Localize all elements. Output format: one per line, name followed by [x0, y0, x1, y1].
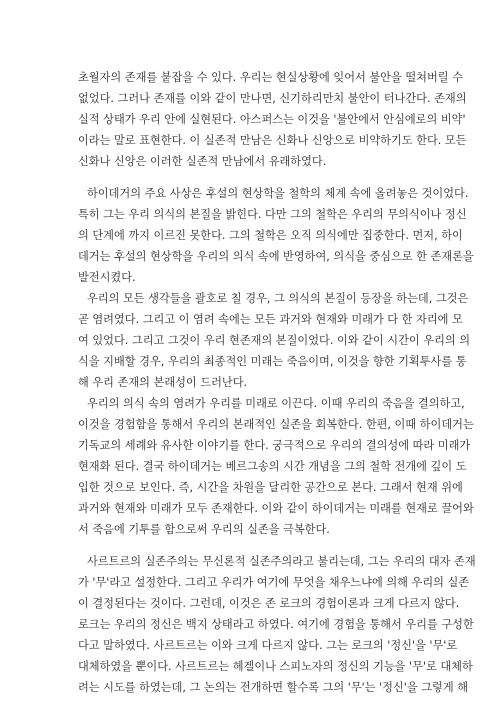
text-line: 입한 것으로 보인다. 즉, 시간을 차원을 달리한 공간으로 본다. 그래서 현재 위에: [78, 481, 463, 494]
text-line: 데거는 후설의 현상학을 우리의 의식 속에 반영하여, 의식을 중심으로 한 존재론을: [78, 250, 474, 263]
text-line: 특히 그는 우리 의식의 본질을 밝힌다. 다만 그의 철학은 우리의 무의식이나 정신: [78, 208, 467, 221]
text-line: 대체하였을 뿐이다. 사르트르는 헤겔이나 스피노자의 정신의 기능을 '무'로 대체하: [78, 660, 473, 673]
text-line: 식을 지배할 경우, 우리의 최종적인 미래는 죽음이며, 이것을 향한 기획투사를 통: [78, 355, 467, 368]
text-line: 다고 말하였다. 사르트르는 이와 크게 다르지 않다. 그는 로크의 '정신'을 '무'로: [78, 639, 458, 652]
text-line: 여 있었다. 그리고 그것이 우리 현존재의 본질이었다. 이와 같이 시간이 우리의 의: [78, 334, 471, 347]
text-line: 이 결정된다는 것이다. 그런데, 이것은 존 로크의 경험이론과 크게 다르지 않다.: [78, 597, 460, 610]
text-line: 과거와 현재와 미래가 모두 존재한다. 이와 같이 하이데거는 미래를 현재로 끌어와: [78, 502, 474, 515]
text-line: 우리의 의식 속의 염려가 우리를 미래로 이끈다. 이때 우리의 죽음을 결의하고,: [87, 397, 465, 410]
text-line: 신화나 신앙은 이러한 실존적 만남에서 유래하였다.: [78, 155, 327, 168]
text-line: 하이데거의 주요 사상은 후설의 현상학을 철학의 체계 속에 올려놓은 것이었다.: [87, 187, 469, 200]
text-line: 의 단계에 까지 이르진 못한다. 그의 철학은 오직 의식에만 집중한다. 먼저, 하이: [78, 229, 463, 242]
text-line: 현재화 된다. 결국 하이데거는 베르그송의 시간 개념을 그의 철학 전개에 깊이 도: [78, 460, 467, 473]
text-line: 해 우리 존재의 본래성이 드러난다.: [78, 376, 248, 389]
text-line: 기독교의 세례와 유사한 이야기를 한다. 궁극적으로 우리의 결의성에 따라 미래가: [78, 439, 471, 452]
text-line: 초월자의 존재를 붙잡을 수 있다. 우리는 현실상황에 잊어서 불안을 떨쳐버릴 수: [78, 71, 463, 84]
text-line: 로크는 우리의 정신은 백지 상태라고 하였다. 여기에 경험을 통해서 우리를 구성한: [78, 618, 474, 631]
text-line: 가 '무'라고 설정한다. 그리고 우리가 여기에 무엇을 채우느냐에 의해 우리의 실존: [78, 576, 470, 589]
text-line: 서 죽음에 기투를 함으로써 우리의 실존을 극복한다.: [78, 523, 330, 536]
text-line: 실적 상태가 우리 안에 실현된다. 아스퍼스는 이것을 '불안에서 안심에로의 비약': [78, 113, 466, 126]
text-line: 없었다. 그러나 존재를 이와 같이 만나면, 신기하리만치 불안이 터나간다. 존재의: [78, 92, 467, 105]
text-line: 사르트르의 실존주의는 무신론적 실존주의라고 불리는데, 그는 우리의 대자 존재: [87, 555, 476, 568]
text-line: 우리의 모든 생각들을 괄호로 칠 경우, 그 의식의 본질이 등장을 하는데, 그것은: [87, 292, 469, 305]
text-line: 발전시켰다.: [78, 271, 136, 284]
text-line: 곧 염려였다. 그리고 이 염려 속에는 모든 과거와 현재와 미래가 다 한 자리에 모: [78, 313, 463, 326]
text-line: 이것을 경험함을 통해서 우리의 본래적인 실존을 회복한다. 한편, 이때 하이데거는: [78, 418, 474, 431]
text-line: 이라는 말로 표현한다. 이 실존적 만남은 신화나 신앙으로 비약하기도 한다. 모든: [78, 134, 467, 147]
text-line: 려는 시도를 하였는데, 그 논의는 전개하면 할수록 그의 '무'는 '정신'을 그렇게 해: [78, 681, 468, 694]
